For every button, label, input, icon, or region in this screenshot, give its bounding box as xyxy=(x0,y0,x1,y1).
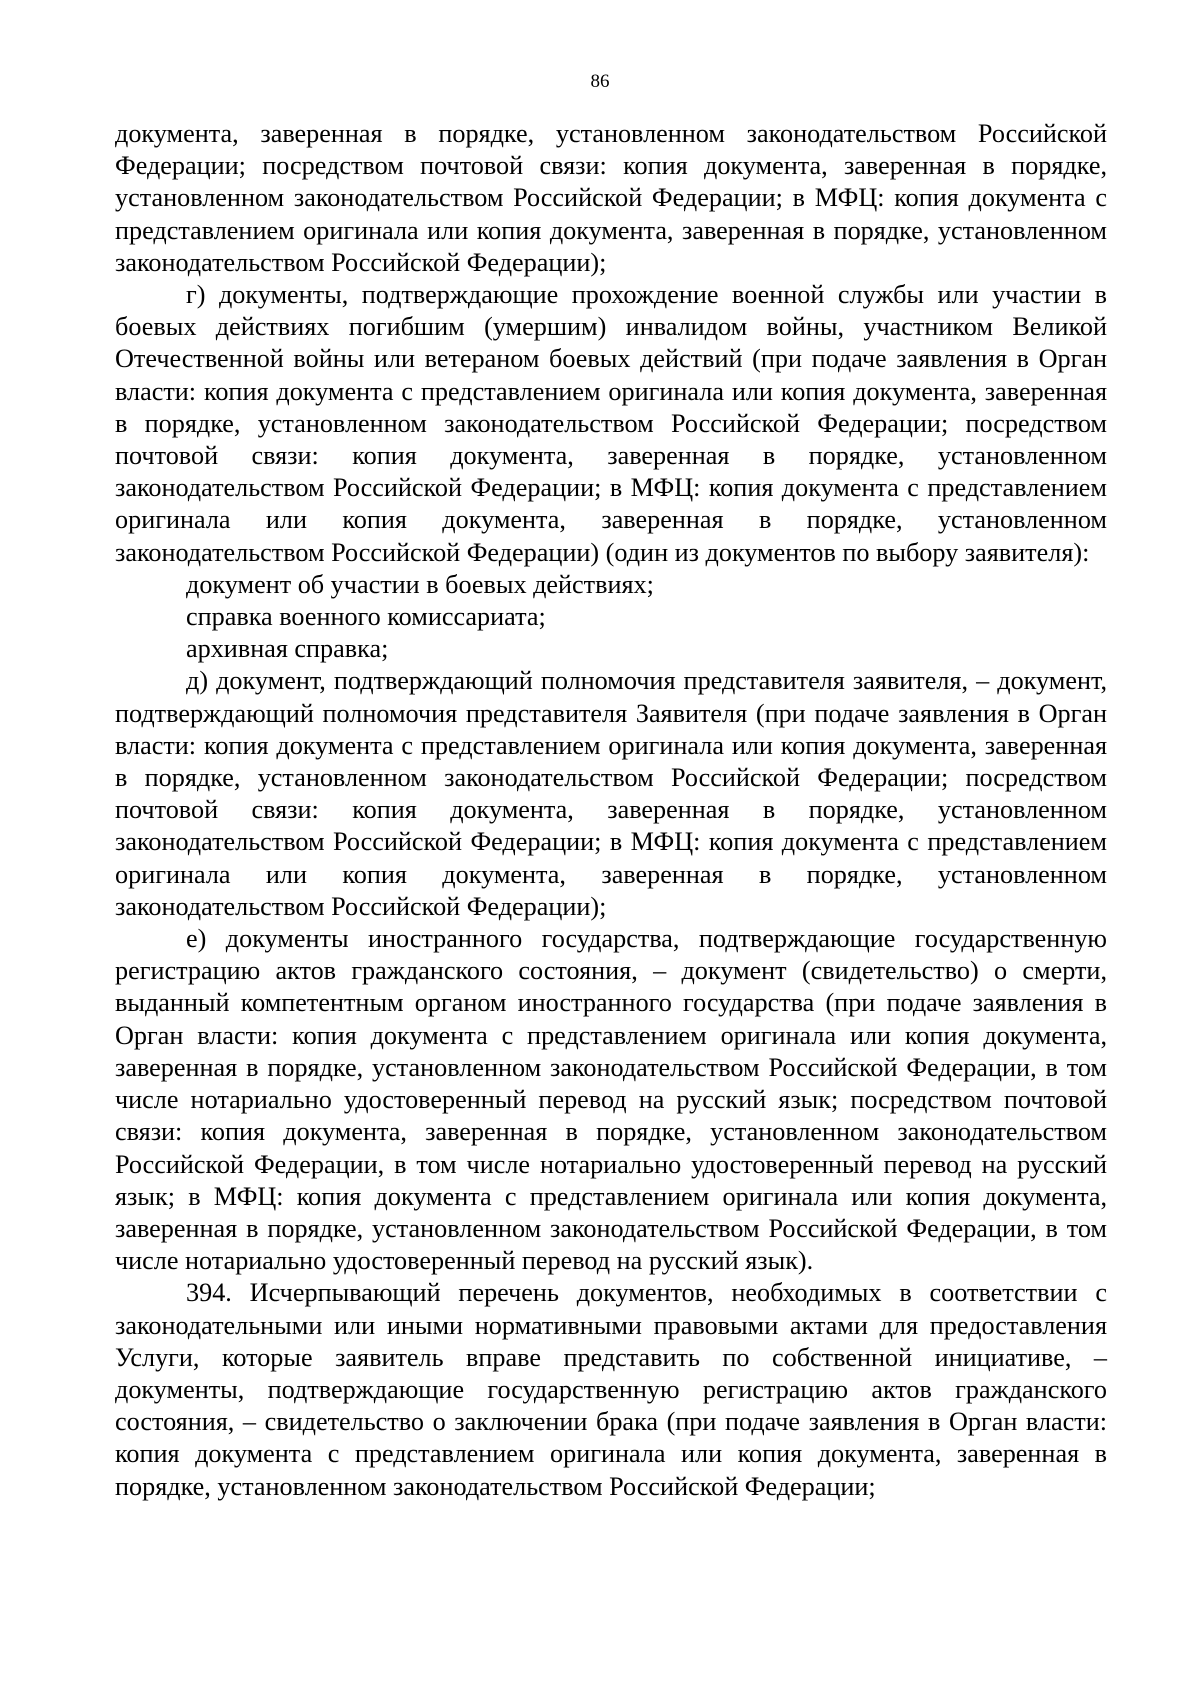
list-item-archive-certificate: архивная справка; xyxy=(186,634,389,664)
list-item-military-certificate: справка военного комиссариата; xyxy=(186,602,546,632)
paragraph-item-e: е) документы иностранного государства, подтверждающие государственную регистрацию актов гражданского состояния, – документ (свидетельство) о смерти, выданный компетентным органом иностранного государства (при подаче заявления в Орган власти: копия документа с представлением оригинала или копия документа, заверенная в порядке, установленном законодательством Российской Федерации, в том числе нотариально удостоверенный перевод на русский язык; посредством почтовой связи: копия документа, заверенная в порядке, установленном законодательством Российской Федерации, в том числе нотариально удостоверенный перевод на русский язык; в МФЦ: копия документа с представлением оригинала или копия документа, заверенная в порядке, установленном законодательством Российской Федерации, в том числе нотариально удостоверенный перевод на русский язык). xyxy=(115,924,1107,1276)
paragraph-continuation: документа, заверенная в порядке, установленном законодательством Российской Федерации; посредством почтовой связи: копия документа, заверенная в порядке, установленном законодательством Российской Федерации; в МФЦ: копия документа с представлением оригинала или копия документа, заверенная в порядке, установленном законодательством Российской Федерации); xyxy=(115,119,1107,277)
document-body xyxy=(115,118,1107,1503)
paragraph-item-d: д) документ, подтверждающий полномочия представителя заявителя, – документ, подтверждающий полномочия представителя Заявителя (при подаче заявления в Орган власти: копия документа с представлением оригинала или копия документа, заверенная в порядке, установленном законодательством Российской Федерации; посредством почтовой связи: копия документа, заверенная в порядке, установленном законодательством Российской Федерации; в МФЦ: копия документа с представлением оригинала или копия документа, заверенная в порядке, установленном законодательством Российской Федерации); xyxy=(115,666,1107,921)
paragraph-item-g: г) документы, подтверждающие прохождение военной службы или участии в боевых действиях погибшим (умершим) инвалидом войны, участником Великой Отечественной войны или ветераном боевых действий (при подаче заявления в Орган власти: копия документа с представлением оригинала или копия документа, заверенная в порядке, установленном законодательством Российской Федерации; посредством почтовой связи: копия документа, заверенная в порядке, установленном законодательством Российской Федерации; в МФЦ: копия документа с представлением оригинала или копия документа, заверенная в порядке, установленном законодательством Российской Федерации) (один из документов по выбору заявителя): xyxy=(115,280,1107,567)
page-number: 86 xyxy=(590,71,610,92)
list-item-combat-document: документ об участии в боевых действиях; xyxy=(186,569,654,599)
paragraph-394: 394. Исчерпывающий перечень документов, необходимых в соответствии с законодательными или иными нормативными правовыми актами для предоставления Услуги, которые заявитель вправе представить по собственной инициативе, – документы, подтверждающие государственную регистрацию актов гражданского состояния, – свидетельство о заключении брака (при подаче заявления в Орган власти: копия документа с представлением оригинала или копия документа, заверенная в порядке, установленном законодательством Российской Федерации; xyxy=(115,1278,1107,1501)
